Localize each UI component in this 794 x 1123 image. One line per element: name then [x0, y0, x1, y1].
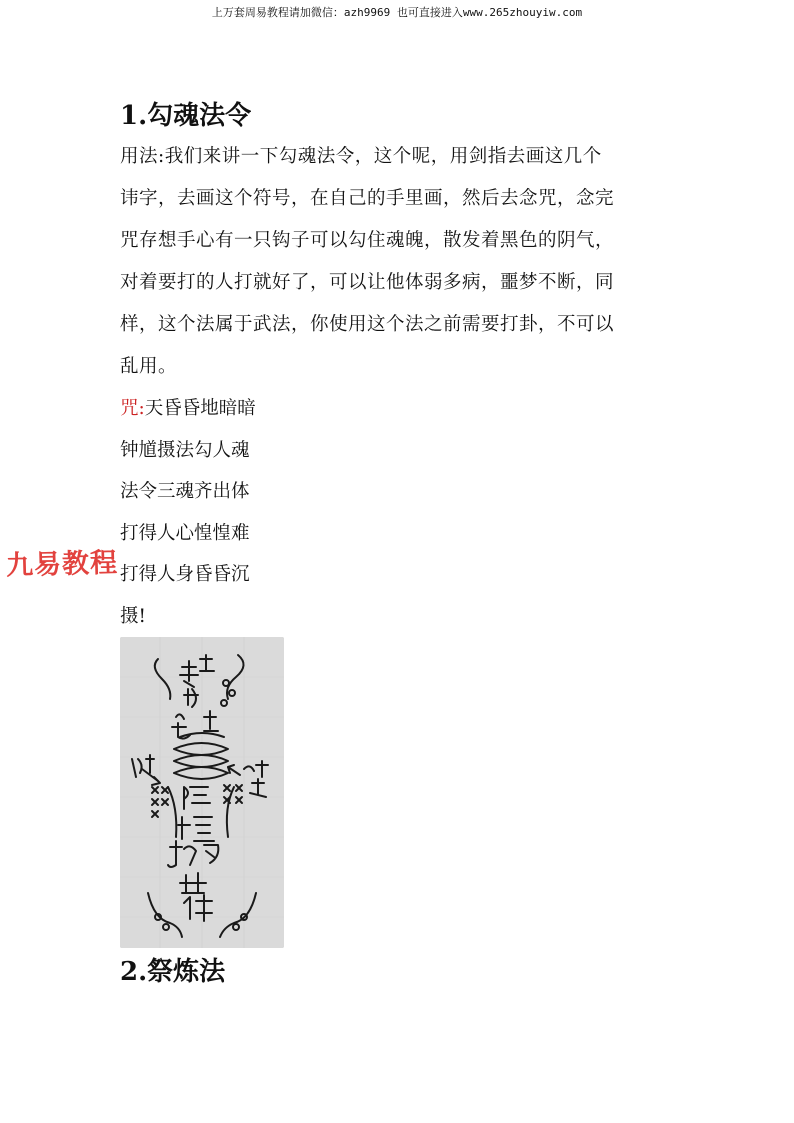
- usage-paragraph: [120, 136, 680, 388]
- mantra-label: 咒:: [120, 398, 145, 419]
- section-1-heading: 1.勾魂法令: [120, 101, 252, 131]
- mantra-line: 打得人身昏昏沉: [120, 564, 250, 585]
- mantra-block: [120, 388, 680, 637]
- mantra-line: 打得人心惶惶难: [120, 522, 250, 544]
- mantra-line: 钟馗摄法勾人魂: [120, 439, 250, 461]
- usage-line: 讳字，去画这个符号，在自己的手里画，然后去念咒，念完: [120, 188, 615, 209]
- mantra-line: 摄!: [120, 605, 146, 627]
- usage-line: 用法:我们来讲一下勾魂法令，这个呢，用剑指去画这几个: [120, 146, 602, 167]
- section-2-heading: 2.祭炼法: [120, 957, 226, 987]
- watermark-logo: 九易教程: [5, 547, 119, 582]
- usage-line: 咒存想手心有一只钩子可以勾住魂魄，散发着黑色的阴气，: [120, 230, 615, 251]
- usage-line: 对着要打的人打就好了，可以让他体弱多病，噩梦不断，同: [120, 272, 615, 293]
- mantra-first-text: 天昏昏地暗暗: [144, 398, 256, 419]
- section-1: [120, 96, 680, 637]
- page-header-ad: 上万套周易教程请加微信：azh9969 也可直接进入www.265zhouyiw.com: [211, 6, 583, 19]
- usage-line: 样，这个法属于武法，你使用这个法之前需要打卦，不可以: [120, 314, 615, 335]
- talisman-photo: [120, 637, 284, 948]
- mantra-line: 法令三魂齐出体: [120, 481, 250, 502]
- talisman-drawing: [120, 637, 284, 948]
- mantra-line: [120, 388, 680, 430]
- usage-line: 乱用。: [120, 356, 178, 377]
